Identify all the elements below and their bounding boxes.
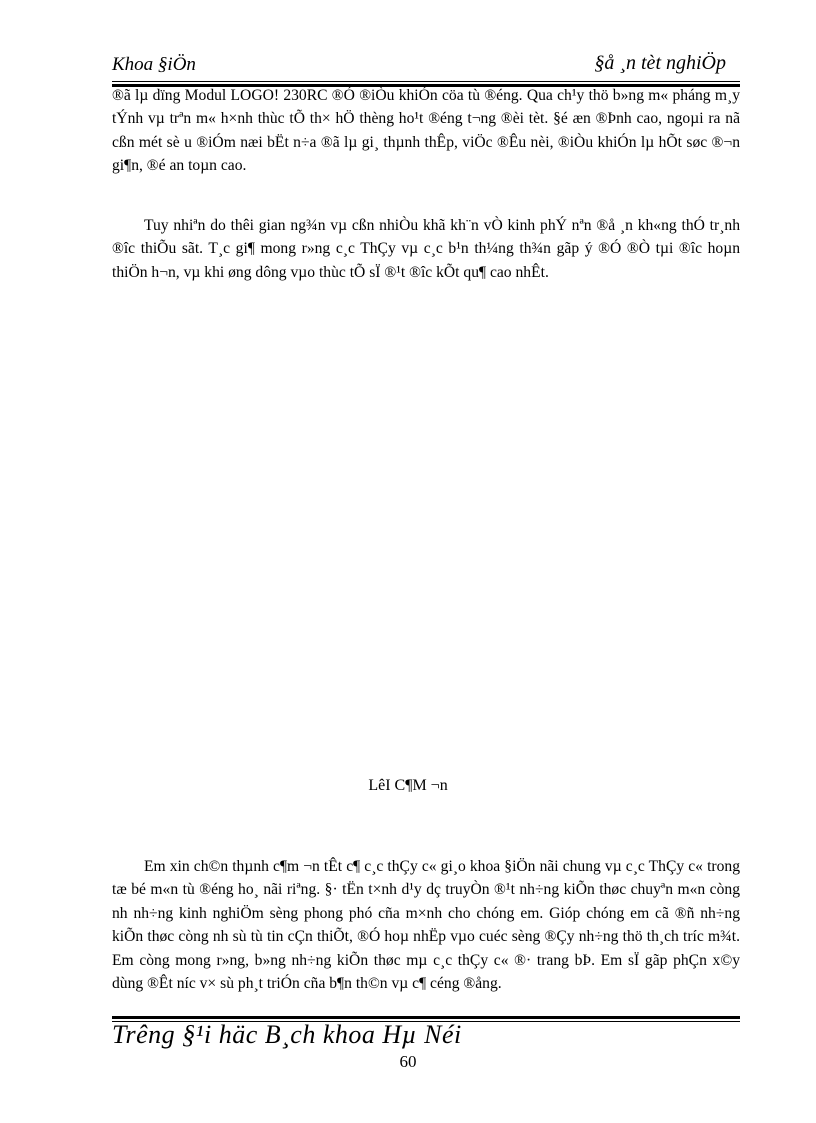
header-document-type: §å ¸n tèt nghiÖp [594, 52, 726, 74]
page-header [112, 52, 740, 82]
acknowledgement-body [112, 855, 740, 995]
body-paragraph-1: ®ã lµ dïng Modul LOGO! 230RC ®Ó ®iÒu khiÓn cöa tù ®éng. Qua ch¹y thö b»ng m« pháng m¸y tÝnh vµ trªn m« h×nh thùc tÕ th× hÖ thèng ho¹t ®éng t¬ng ®èi tèt. §é æn ®Þnh cao, ngoµi ra nã cßn mét sè u ®iÓm næi bËt n÷a ®ã lµ gi¸ thµnh thÊp, viÖc ®Êu nèi, ®iÒu khiÓn lµ hÕt søc ®¬n gi¶n, ®é an toµn cao. [112, 87, 740, 175]
body-paragraph-2: Tuy nhiªn do thêi gian ng¾n vµ cßn nhiÒu khã kh¨n vÒ kinh phÝ nªn ®å ¸n kh«ng thÓ tr¸nh ®îc thiÕu sãt. T¸c gi¶ mong r»ng c¸c ThÇy vµ c¸c b¹n th¼ng th¾n gãp ý ®Ó ®Ò tµi ®îc hoµn thiÖn h¬n, vµ khi øng dông vµo thùc tÕ sÏ ®¹t ®îc kÕt qu¶ cao nhÊt. [112, 217, 740, 281]
header-faculty: Khoa §iÖn [112, 54, 196, 75]
main-body-2 [112, 214, 740, 284]
footer-institution: Trêng §¹i häc B¸ch khoa Hµ Néi [112, 1020, 462, 1049]
footer-rule-thick [112, 1016, 740, 1019]
main-body [112, 84, 740, 178]
acknowledgement-paragraph: Em xin ch©n thµnh c¶m ¬n tÊt c¶ c¸c thÇy c« gi¸o khoa §iÖn nãi chung vµ c¸c ThÇy c« trong tæ bé m«n tù ®éng ho¸ nãi riªng. §· tËn t×nh d¹y dç truyÒn ®¹t nh÷ng kiÕn thøc chuyªn m«n còng nh nh÷ng kinh nghiÖm sèng phong phó cña m×nh cho chóng em. Gióp chóng em cã ®ñ nh÷ng kiÕn thøc còng nh sù tù tin cÇn thiÕt, ®Ó hoµ nhËp vµo cuéc sèng ®Çy nh÷ng thö th¸ch tríc m¾t. Em còng mong r»ng, b»ng nh÷ng kiÕn thøc mµ c¸c thÇy c« ®· trang bÞ. Em sÏ gãp phÇn x©y dùng ®Êt níc v× sù ph¸t triÓn cña b¶n th©n vµ c¶ céng ®ång. [112, 858, 740, 993]
page-number: 60 [399, 1052, 417, 1071]
section-title: LêI C¶M ¬n [368, 777, 448, 794]
header-rule-thin [112, 81, 740, 82]
